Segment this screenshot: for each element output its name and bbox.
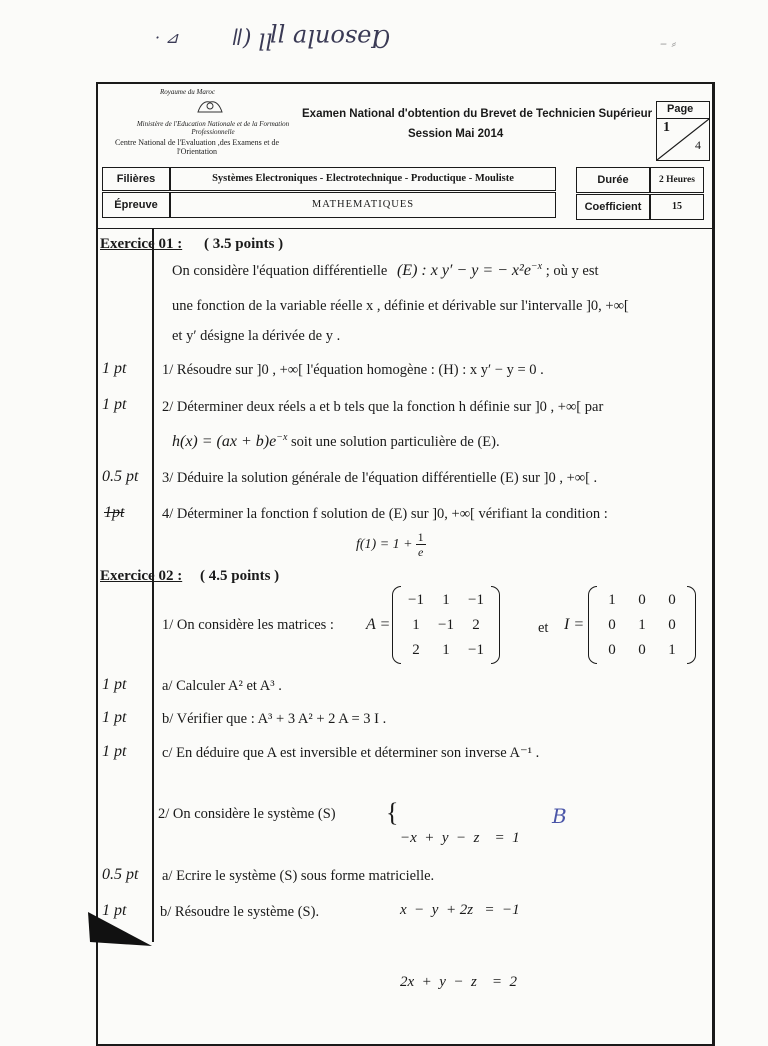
ex1-h-exp: −x [276, 432, 288, 443]
matrix-row [597, 613, 687, 638]
matrix-cell: 0 [608, 641, 616, 658]
matrix-row [401, 588, 491, 613]
matrix-row [401, 638, 491, 663]
margin-line [152, 229, 154, 942]
ex2-q1: 1/ On considère les matrices : [162, 617, 334, 633]
duree-label: Durée [597, 174, 629, 186]
coat-of-arms-logo [196, 98, 224, 114]
matrix-cell: −1 [408, 591, 424, 608]
header-separator [96, 228, 712, 229]
ex2-qa: a/ Calculer A² et A³ . [162, 678, 282, 694]
coef-label: Coefficient [584, 201, 642, 213]
ex1-q4: 4/ Déterminer la fonction f solution de (E) sur ]0, +∞[ vérifiant la condition : [162, 506, 608, 522]
matrix-row [597, 588, 687, 613]
ex1-q2-line2 [172, 432, 500, 451]
matrix-cell: 1 [668, 641, 676, 658]
fraction-den: e [417, 545, 424, 559]
matrix-cell: 0 [608, 616, 616, 633]
epreuve-value-box [170, 192, 556, 218]
ex1-q3-points: 0.5 pt [102, 468, 139, 485]
ex2-q2a: a/ Ecrire le système (S) sous forme matricielle. [162, 868, 435, 884]
matrix-row [401, 613, 491, 638]
ex1-q1: 1/ Résoudre sur ]0 , +∞[ l'équation homogène : (H) : x y′ − y = 0 . [162, 362, 544, 378]
matrix-cell: −1 [468, 641, 484, 658]
scan-corner-mark [88, 912, 158, 948]
matrix-cell: 0 [668, 591, 676, 608]
ex1-q4-condition [356, 530, 426, 559]
matrix-I [588, 586, 696, 664]
handwritten-B: B [552, 804, 567, 828]
ex1-q2-line1: 2/ Déterminer deux réels a et b tels que la fonction h définie sur ]0 , +∞[ par [162, 399, 604, 415]
system-S [400, 778, 520, 1018]
filieres-value: Systèmes Electroniques - Electrotechnique - Productique - Mouliste [212, 173, 514, 184]
duree-value: 2 Heures [659, 175, 695, 185]
matrix-cell: −1 [468, 591, 484, 608]
exam-title: Examen National d'obtention du Brevet de Technicien Supérieur [302, 108, 653, 120]
matrix-cell: −1 [438, 616, 454, 633]
centre-text: Centre National de l'Evaluation ,des Examens et de l'Orientation [114, 138, 280, 156]
ex1-h-function: h(x) = (ax + b)e [172, 432, 277, 450]
ex1-title: Exercice 01 : [100, 236, 183, 252]
ex1-intro1a: On considère l'équation différentielle [172, 262, 388, 279]
system-eq-1: −x + y − z = 1 [400, 830, 520, 846]
ex2-q2a-points: 0.5 pt [102, 866, 139, 883]
ex2-q2: 2/ On considère le système (S) [158, 806, 336, 822]
ex1-q2-tail: soit une solution particulière de (E). [287, 433, 500, 450]
matrix-cell: 1 [442, 591, 450, 608]
coef-label-box [576, 194, 650, 220]
handwritten-mark-mid: ǁ) ꞁꞁ [232, 26, 273, 51]
matrix-cell: 0 [638, 641, 646, 658]
duree-label-box [576, 167, 650, 193]
ex1-intro-line2: une fonction de la variable réelle x , définie et dérivable sur l'intervalle ]0, +∞[ [172, 298, 629, 314]
matrix-A [392, 586, 500, 664]
corner-marks: – ⸗ [660, 36, 677, 52]
ex2-q2b: b/ Résoudre le système (S). [160, 904, 320, 920]
ex1-equation: (E) : x y′ − y = − x²e [396, 261, 531, 279]
ex1-intro-line3: et y′ désigne la dérivée de y . [172, 328, 341, 344]
ex1-q2-points: 1 pt [102, 396, 127, 413]
matrix-A-label: A = [366, 616, 391, 633]
ex1-q4-points: 1pt [104, 504, 125, 521]
ex1-q1-points: 1 pt [102, 360, 127, 377]
fraction-num: 1 [417, 530, 424, 544]
epreuve-label: Épreuve [114, 199, 158, 211]
system-eq-3: 2x + y − z = 2 [400, 974, 518, 990]
matrix-cell: 0 [668, 616, 676, 633]
ex1-points: ( 3.5 points ) [204, 236, 284, 252]
ex2-title: Exercice 02 : [100, 568, 183, 584]
page-box [656, 101, 710, 161]
matrix-I-label: I = [564, 616, 585, 633]
filieres-value-box [170, 167, 556, 191]
ex2-qc: c/ En déduire que A est inversible et déterminer son inverse A⁻¹ . [162, 745, 540, 761]
matrix-cell: 1 [442, 641, 450, 658]
ministry-text: Ministère de l'Education Nationale et de la Formation Professionnelle [136, 120, 290, 136]
matrix-cell: 2 [472, 616, 480, 633]
matrix-row [597, 638, 687, 663]
ex1-intro-line1 [172, 261, 599, 280]
ex2-q2b-points: 1 pt [102, 902, 127, 919]
ex2-qa-points: 1 pt [102, 676, 127, 693]
ex1-q4-cond-text: f(1) = 1 + [356, 536, 413, 552]
handwritten-note: Ɑǝsonlɐ ꞁꞁ [270, 24, 391, 52]
ex1-q3: 3/ Déduire la solution générale de l'équation différentielle (E) sur ]0 , +∞[ . [162, 470, 598, 486]
filieres-label: Filières [116, 173, 156, 185]
matrix-cell: 2 [412, 641, 420, 658]
matrix-A-body [401, 588, 491, 663]
ex1-fraction [416, 530, 426, 559]
coef-value: 15 [672, 201, 682, 212]
page-total: 4 [695, 138, 701, 152]
ex2-qb: b/ Vérifier que : A³ + 3 A² + 2 A = 3 I . [162, 711, 387, 727]
page-number: 1 [663, 120, 670, 135]
ex2-qc-points: 1 pt [102, 743, 127, 760]
kingdom-text: Royaume du Maroc [160, 88, 215, 96]
filieres-label-box [102, 167, 170, 191]
ex2-points: ( 4.5 points ) [200, 568, 280, 584]
ex1-intro1c: ; où y est [542, 262, 599, 279]
page-label: Page [667, 103, 694, 115]
duree-value-box [650, 167, 704, 193]
system-eq-2: x − y + 2z = −1 [400, 902, 520, 918]
matrix-cell: 1 [638, 616, 646, 633]
ex2-qb-points: 1 pt [102, 709, 127, 726]
epreuve-value: MATHEMATIQUES [311, 199, 415, 210]
coef-value-box [650, 194, 704, 220]
session: Session Mai 2014 [408, 128, 504, 140]
system-brace: { [386, 798, 399, 827]
ex1-equation-exp: −x [530, 261, 543, 272]
epreuve-label-box [102, 192, 170, 218]
matrix-cell: 1 [412, 616, 420, 633]
matrix-I-body [597, 588, 687, 663]
et-text: et [538, 620, 549, 636]
matrix-cell: 1 [608, 591, 616, 608]
handwritten-mark-left: · ⊿ [155, 28, 179, 47]
matrix-cell: 0 [638, 591, 646, 608]
